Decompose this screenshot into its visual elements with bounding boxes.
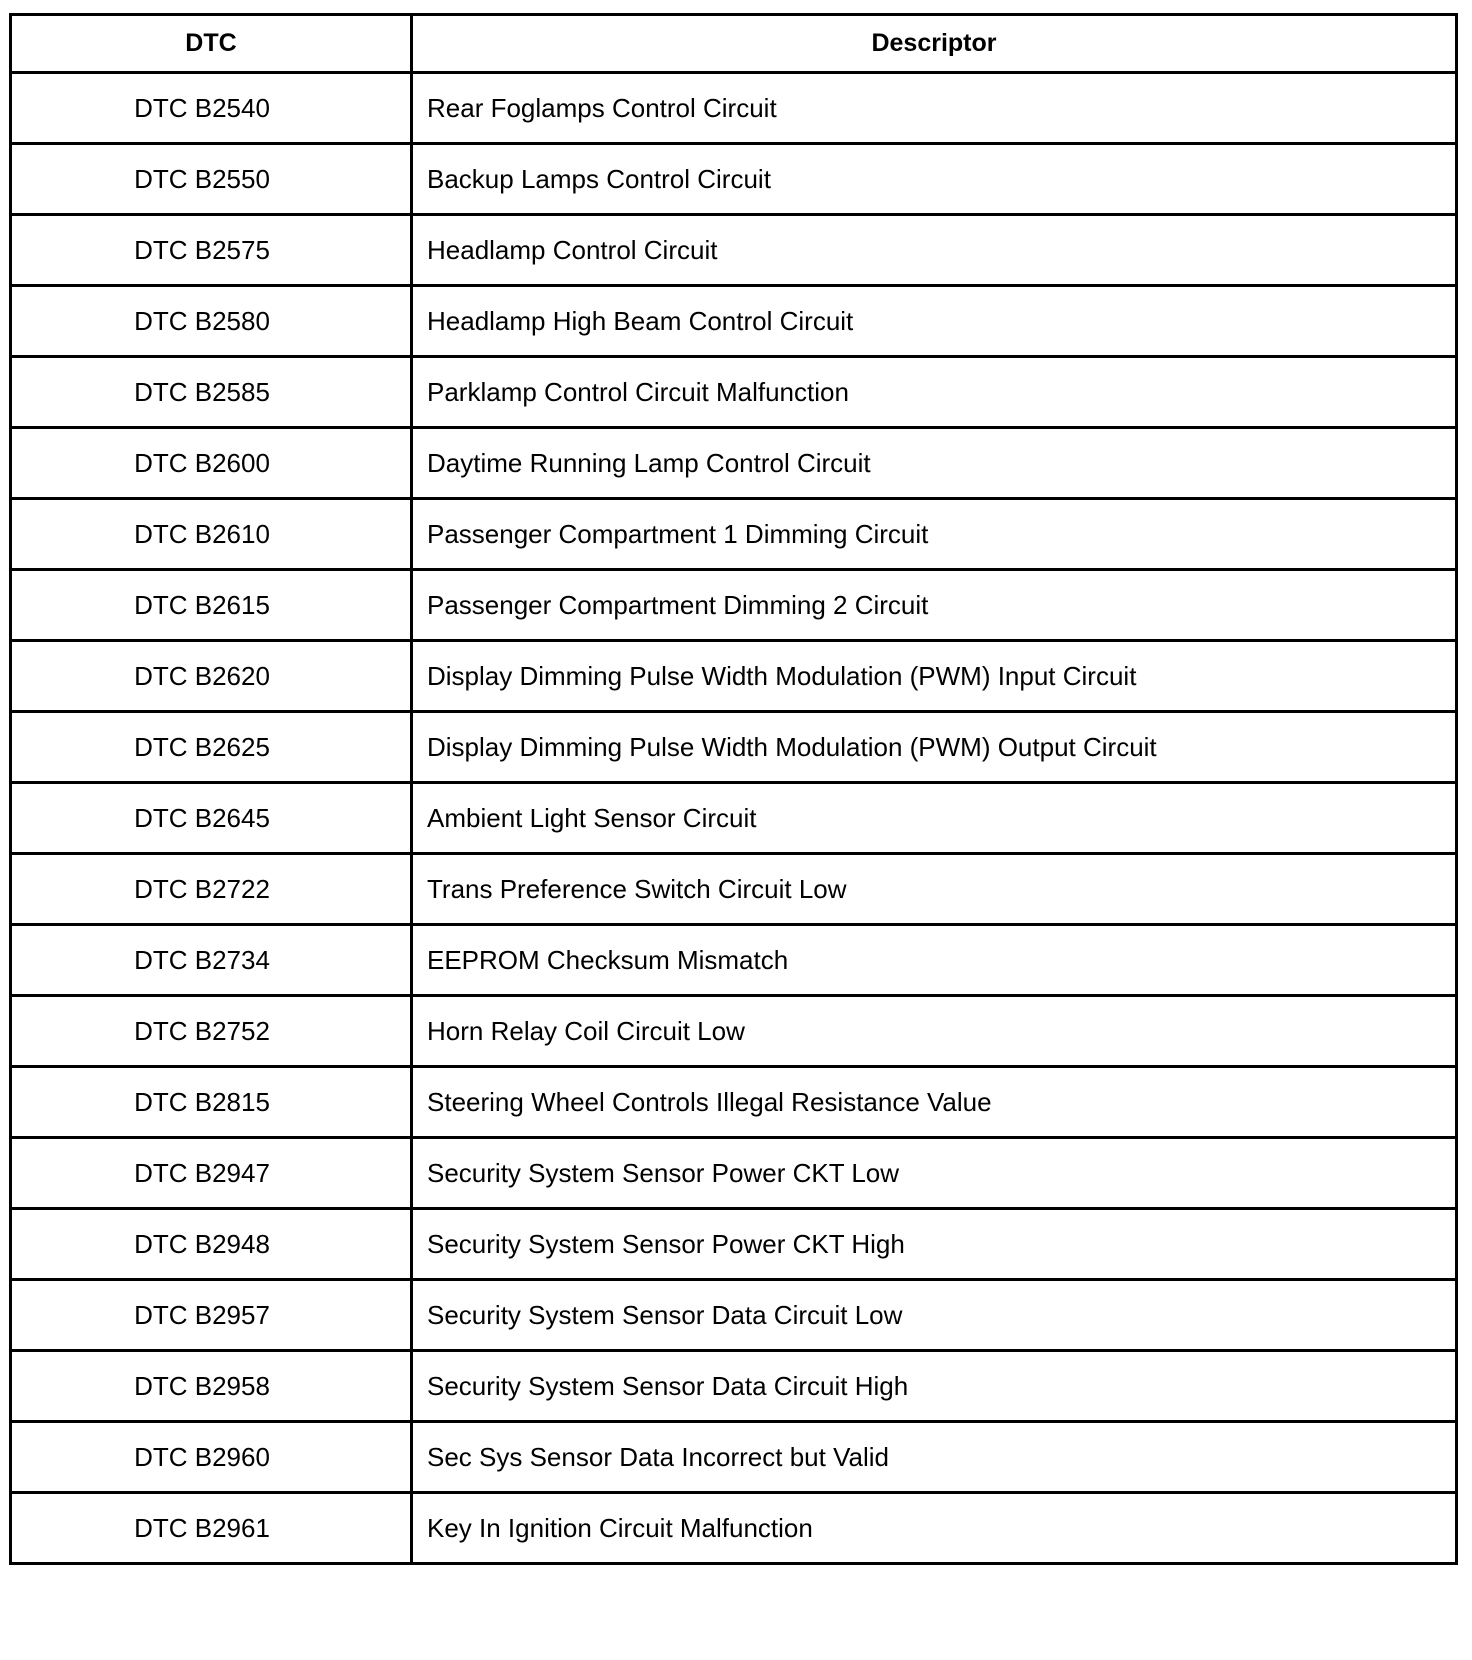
dtc-descriptor-cell: Steering Wheel Controls Illegal Resistance Value	[412, 1067, 1457, 1138]
dtc-code-cell: DTC B2645	[11, 783, 412, 854]
dtc-code-cell: DTC B2722	[11, 854, 412, 925]
dtc-code-cell: DTC B2610	[11, 499, 412, 570]
dtc-code-cell: DTC B2752	[11, 996, 412, 1067]
table-row	[11, 712, 1457, 783]
dtc-descriptor-cell: Security System Sensor Data Circuit High	[412, 1351, 1457, 1422]
dtc-descriptor-cell: Headlamp High Beam Control Circuit	[412, 286, 1457, 357]
table-row	[11, 357, 1457, 428]
dtc-code-cell: DTC B2620	[11, 641, 412, 712]
table-row	[11, 144, 1457, 215]
dtc-descriptor-cell: Display Dimming Pulse Width Modulation (PWM) Input Circuit	[412, 641, 1457, 712]
table-row	[11, 1351, 1457, 1422]
dtc-descriptor-cell: Rear Foglamps Control Circuit	[412, 73, 1457, 144]
table-row	[11, 428, 1457, 499]
table-row	[11, 1209, 1457, 1280]
dtc-descriptor-cell: Security System Sensor Power CKT Low	[412, 1138, 1457, 1209]
table-row	[11, 641, 1457, 712]
table-row	[11, 570, 1457, 641]
dtc-code-cell: DTC B2958	[11, 1351, 412, 1422]
table-row	[11, 925, 1457, 996]
dtc-code-cell: DTC B2957	[11, 1280, 412, 1351]
dtc-descriptor-cell: Ambient Light Sensor Circuit	[412, 783, 1457, 854]
table-row	[11, 854, 1457, 925]
table-row	[11, 783, 1457, 854]
table-row	[11, 73, 1457, 144]
dtc-descriptor-cell: Daytime Running Lamp Control Circuit	[412, 428, 1457, 499]
table-row	[11, 286, 1457, 357]
dtc-descriptor-cell: Display Dimming Pulse Width Modulation (PWM) Output Circuit	[412, 712, 1457, 783]
dtc-descriptor-cell: Passenger Compartment Dimming 2 Circuit	[412, 570, 1457, 641]
dtc-code-cell: DTC B2615	[11, 570, 412, 641]
dtc-code-cell: DTC B2540	[11, 73, 412, 144]
dtc-code-cell: DTC B2585	[11, 357, 412, 428]
header-row	[11, 15, 1457, 73]
dtc-code-cell: DTC B2734	[11, 925, 412, 996]
table-row	[11, 1067, 1457, 1138]
dtc-code-cell: DTC B2947	[11, 1138, 412, 1209]
table-row	[11, 1493, 1457, 1564]
dtc-code-cell: DTC B2575	[11, 215, 412, 286]
dtc-code-cell: DTC B2961	[11, 1493, 412, 1564]
dtc-descriptor-cell: Trans Preference Switch Circuit Low	[412, 854, 1457, 925]
dtc-descriptor-cell: Sec Sys Sensor Data Incorrect but Valid	[412, 1422, 1457, 1493]
table-row	[11, 1280, 1457, 1351]
header-dtc: DTC	[11, 15, 412, 73]
dtc-code-cell: DTC B2960	[11, 1422, 412, 1493]
dtc-descriptor-cell: Parklamp Control Circuit Malfunction	[412, 357, 1457, 428]
dtc-descriptor-cell: Key In Ignition Circuit Malfunction	[412, 1493, 1457, 1564]
dtc-descriptor-cell: Horn Relay Coil Circuit Low	[412, 996, 1457, 1067]
dtc-code-cell: DTC B2550	[11, 144, 412, 215]
dtc-code-cell: DTC B2600	[11, 428, 412, 499]
dtc-code-cell: DTC B2625	[11, 712, 412, 783]
table-body	[11, 73, 1457, 1564]
dtc-descriptor-cell: Backup Lamps Control Circuit	[412, 144, 1457, 215]
dtc-code-cell: DTC B2580	[11, 286, 412, 357]
dtc-code-cell: DTC B2815	[11, 1067, 412, 1138]
dtc-descriptor-cell: Security System Sensor Power CKT High	[412, 1209, 1457, 1280]
table-row	[11, 499, 1457, 570]
dtc-descriptor-cell: EEPROM Checksum Mismatch	[412, 925, 1457, 996]
dtc-descriptor-cell: Passenger Compartment 1 Dimming Circuit	[412, 499, 1457, 570]
table-row	[11, 1422, 1457, 1493]
table-row	[11, 996, 1457, 1067]
table-row	[11, 1138, 1457, 1209]
dtc-code-cell: DTC B2948	[11, 1209, 412, 1280]
header-descriptor: Descriptor	[412, 15, 1457, 73]
dtc-table	[9, 13, 1458, 1565]
table-row	[11, 215, 1457, 286]
dtc-descriptor-cell: Security System Sensor Data Circuit Low	[412, 1280, 1457, 1351]
dtc-descriptor-cell: Headlamp Control Circuit	[412, 215, 1457, 286]
